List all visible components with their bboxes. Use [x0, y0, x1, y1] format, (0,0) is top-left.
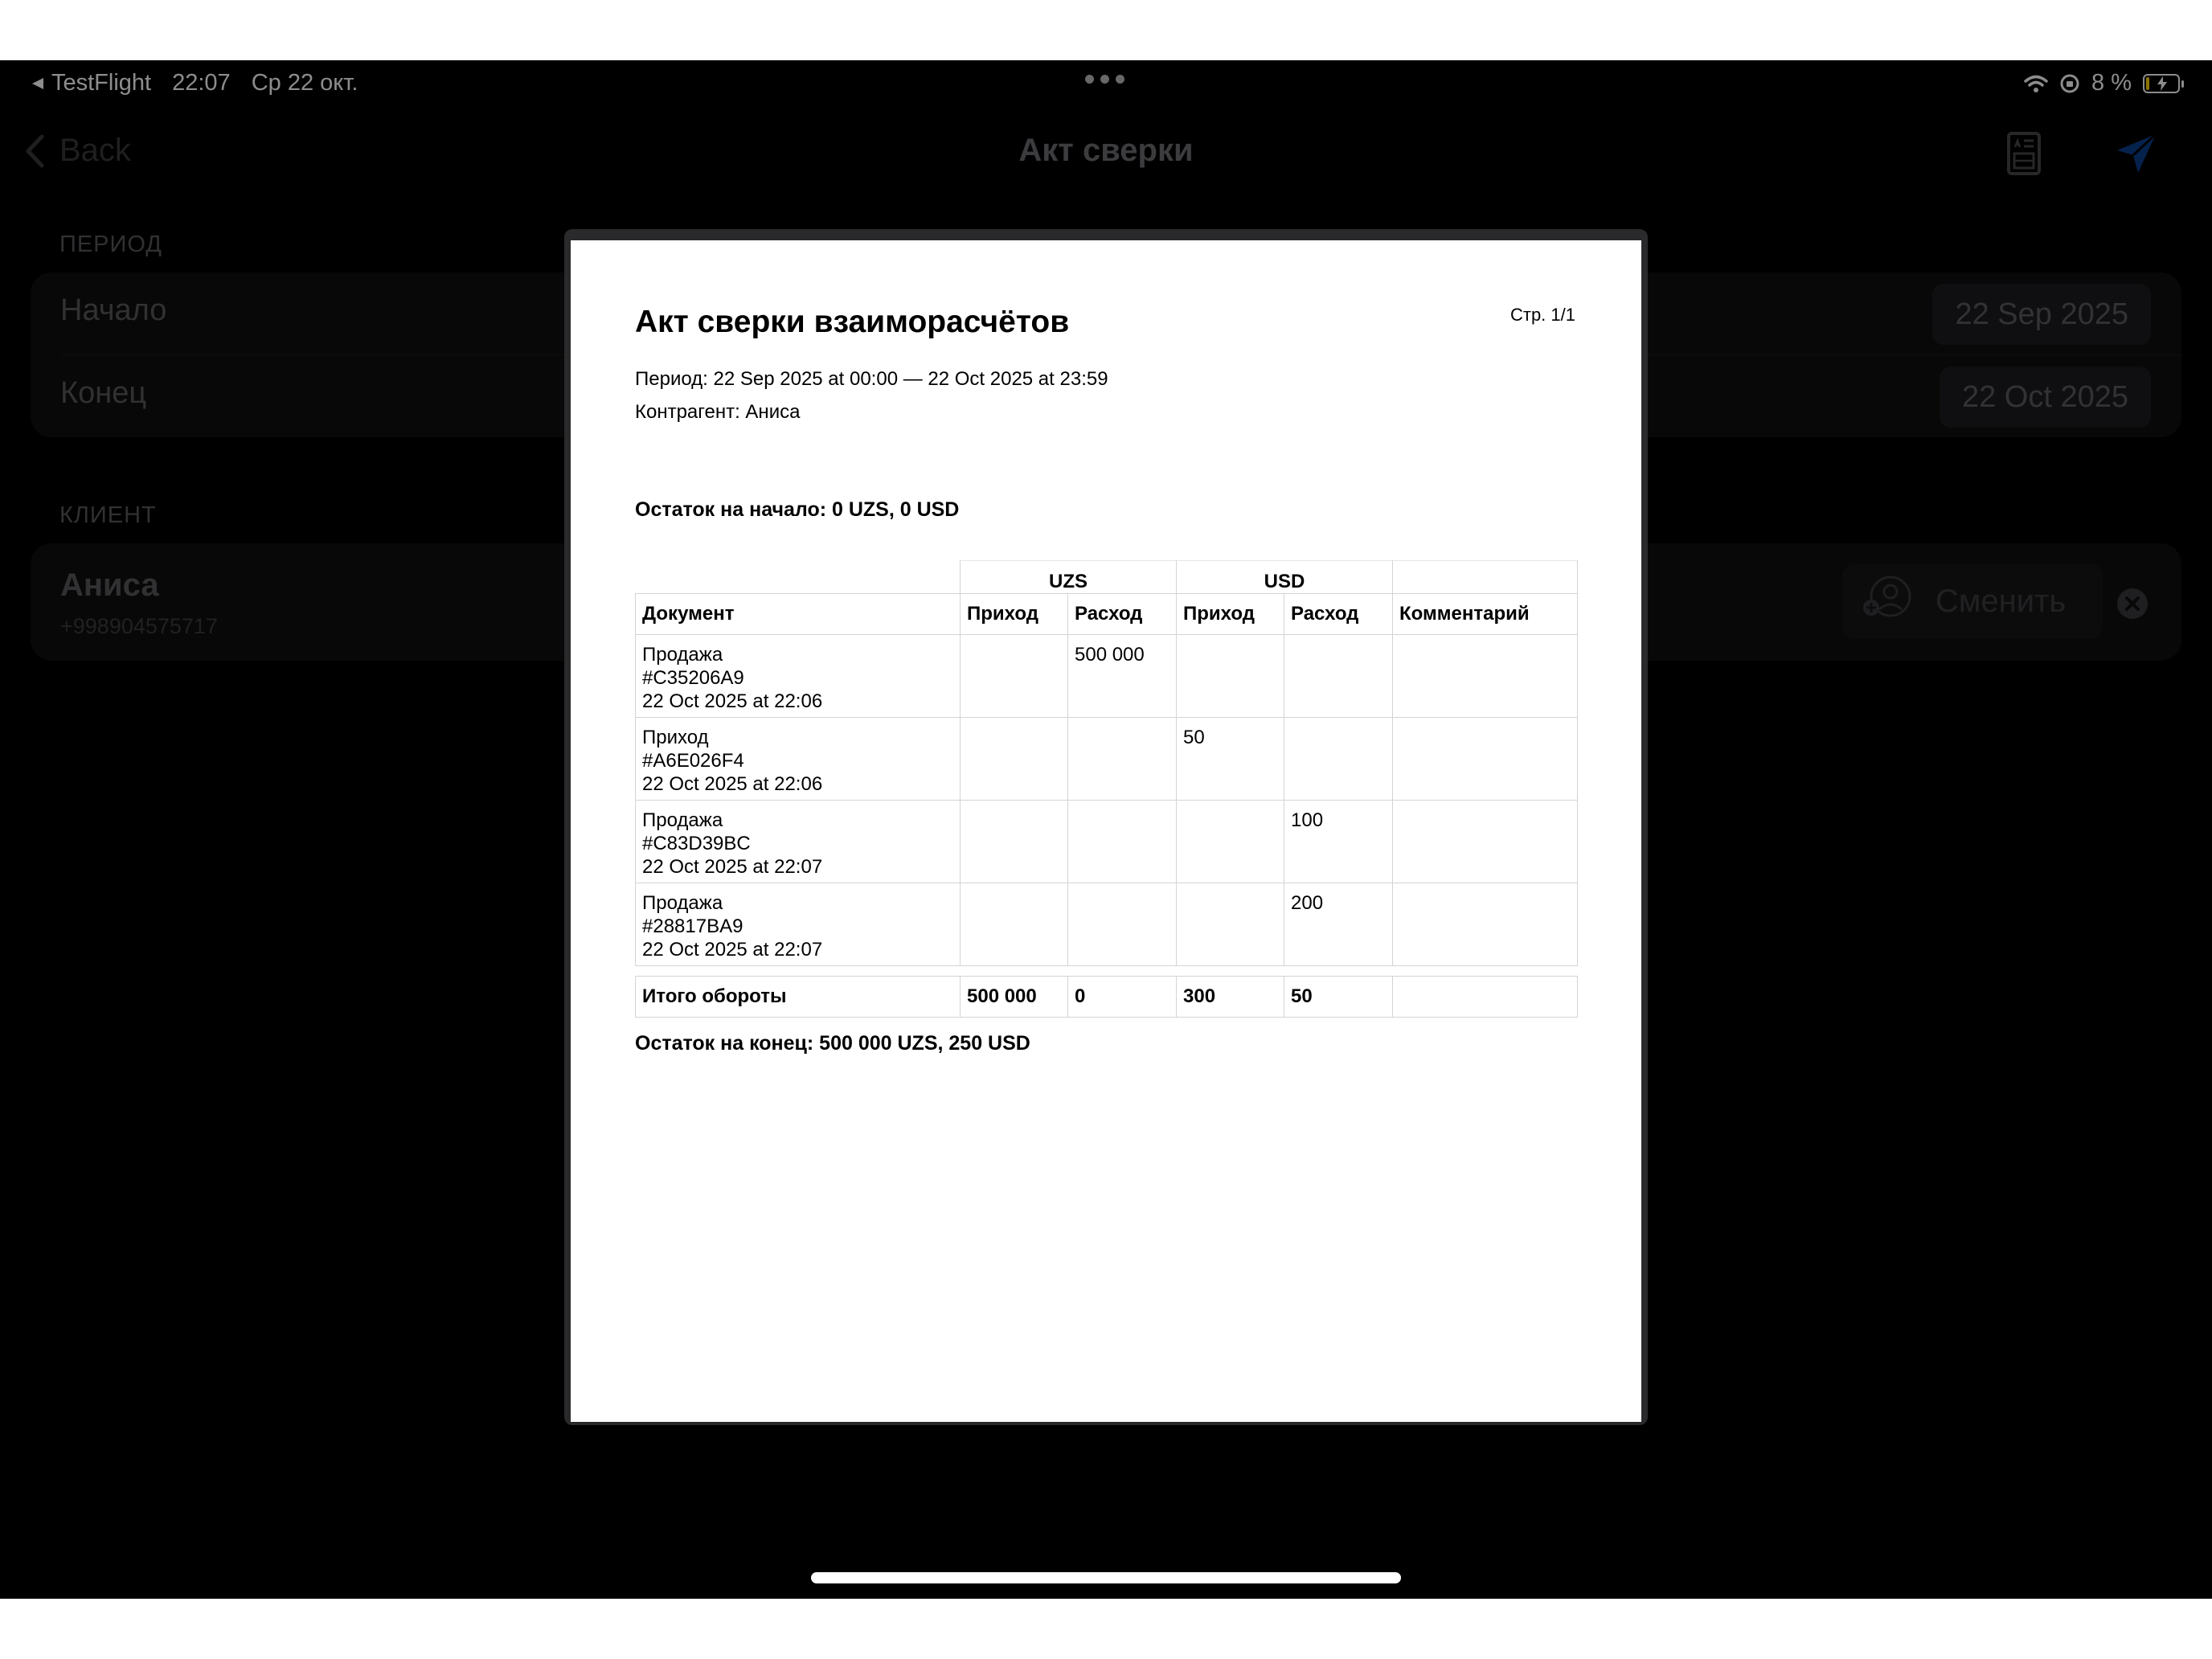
change-client-button[interactable]	[1842, 563, 2103, 639]
person-add-icon	[1862, 576, 1911, 619]
col-uzs-out: Расход	[1068, 594, 1177, 635]
doc-id: #C35206A9	[642, 667, 744, 689]
start-date-picker[interactable]: 22 Sep 2025	[1932, 284, 2151, 345]
uzs-in-cell	[961, 883, 1068, 966]
col-document: Документ	[636, 594, 961, 635]
orientation-lock-icon	[2059, 73, 2080, 94]
total-usd-out: 50	[1284, 977, 1393, 1018]
doc-id: #28817BA9	[642, 916, 743, 937]
client-phone: +998904575717	[60, 614, 218, 638]
document-cell	[636, 635, 961, 718]
period-section-label: ПЕРИОД	[59, 231, 162, 257]
status-date: Ср 22 окт.	[251, 70, 358, 96]
doc-date: 22 Oct 2025 at 22:06	[642, 690, 823, 712]
back-label: Back	[59, 133, 131, 168]
doc-id: #C83D39BC	[642, 833, 751, 854]
doc-type: Приход	[642, 727, 709, 748]
group-header-blank	[1393, 561, 1578, 594]
usd-in-cell: 50	[1177, 718, 1284, 801]
document-icon	[2006, 131, 2042, 176]
uzs-out-cell	[1068, 883, 1177, 966]
doc-type: Продажа	[642, 892, 723, 914]
total-usd-in: 300	[1177, 977, 1284, 1018]
paper-plane-icon	[2114, 131, 2159, 176]
end-date-picker[interactable]: 22 Oct 2025	[1940, 367, 2151, 428]
group-header-uzs: UZS	[961, 561, 1177, 594]
table-row	[636, 801, 1578, 883]
document-preview-button[interactable]	[2006, 131, 2042, 180]
table-spacer	[636, 966, 1578, 977]
uzs-out-cell	[1068, 718, 1177, 801]
page-title: Акт сверки	[1018, 133, 1194, 168]
report-page	[571, 240, 1641, 1422]
uzs-out-cell	[1068, 801, 1177, 883]
comment-cell	[1393, 635, 1578, 718]
send-button[interactable]	[2114, 131, 2159, 180]
usd-in-cell	[1177, 801, 1284, 883]
group-header-usd: USD	[1177, 561, 1393, 594]
table-row	[636, 635, 1578, 718]
client-section-label: КЛИЕНТ	[59, 502, 157, 528]
doc-type: Продажа	[642, 809, 723, 831]
comment-cell	[1393, 883, 1578, 966]
total-uzs-in: 500 000	[961, 977, 1068, 1018]
uzs-in-cell	[961, 801, 1068, 883]
battery-icon	[2143, 74, 2180, 93]
totals-label: Итого обороты	[636, 977, 961, 1018]
doc-date: 22 Oct 2025 at 22:07	[642, 856, 823, 878]
start-date-label: Начало	[60, 293, 167, 327]
battery-percent: 8 %	[2091, 70, 2132, 96]
closing-balance: Остаток на конец: 500 000 UZS, 250 USD	[635, 1032, 1030, 1055]
report-counterparty: Контрагент: Аниса	[635, 401, 801, 423]
uzs-out-cell: 500 000	[1068, 635, 1177, 718]
page-number: Стр. 1/1	[1509, 305, 1575, 325]
table-row	[636, 718, 1578, 801]
header-spacer	[636, 561, 961, 594]
doc-id: #A6E026F4	[642, 750, 744, 772]
doc-date: 22 Oct 2025 at 22:07	[642, 939, 823, 961]
ipad-screen	[0, 60, 2212, 1599]
col-usd-in: Приход	[1177, 594, 1284, 635]
document-cell	[636, 883, 961, 966]
document-cell	[636, 718, 961, 801]
usd-out-cell: 100	[1284, 801, 1393, 883]
wifi-icon	[2024, 74, 2048, 93]
usd-out-cell	[1284, 635, 1393, 718]
col-uzs-in: Приход	[961, 594, 1068, 635]
uzs-in-cell	[961, 718, 1068, 801]
status-bar	[0, 60, 2212, 105]
client-name: Аниса	[60, 567, 159, 603]
status-time: 22:07	[172, 70, 231, 96]
opening-balance: Остаток на начало: 0 UZS, 0 USD	[635, 498, 960, 521]
triangle-left-icon	[31, 76, 45, 91]
report-period: Период: 22 Sep 2025 at 00:00 — 22 Oct 2025 at 23:59	[635, 368, 1108, 390]
reconciliation-table	[635, 560, 1578, 1018]
totals-row	[636, 977, 1578, 1018]
total-comment	[1393, 977, 1578, 1018]
usd-in-cell	[1177, 883, 1284, 966]
usd-out-cell	[1284, 718, 1393, 801]
back-to-app-link[interactable]	[31, 70, 151, 96]
table-row	[636, 883, 1578, 966]
report-title: Акт сверки взаиморасчётов	[635, 305, 1070, 339]
doc-type: Продажа	[642, 644, 723, 666]
comment-cell	[1393, 718, 1578, 801]
uzs-in-cell	[961, 635, 1068, 718]
change-client-label: Сменить	[1936, 583, 2067, 619]
usd-in-cell	[1177, 635, 1284, 718]
doc-date: 22 Oct 2025 at 22:06	[642, 773, 823, 795]
col-usd-out: Расход	[1284, 594, 1393, 635]
close-circle-icon	[2116, 588, 2149, 620]
multitasking-dots-icon[interactable]	[1085, 75, 1124, 84]
col-comment: Комментарий	[1393, 594, 1578, 635]
end-date-label: Конец	[60, 376, 147, 410]
clear-client-button[interactable]	[2116, 588, 2149, 624]
comment-cell	[1393, 801, 1578, 883]
usd-out-cell: 200	[1284, 883, 1393, 966]
total-uzs-out: 0	[1068, 977, 1177, 1018]
document-cell	[636, 801, 961, 883]
home-indicator[interactable]	[811, 1572, 1401, 1583]
status-app-name: TestFlight	[51, 70, 152, 96]
